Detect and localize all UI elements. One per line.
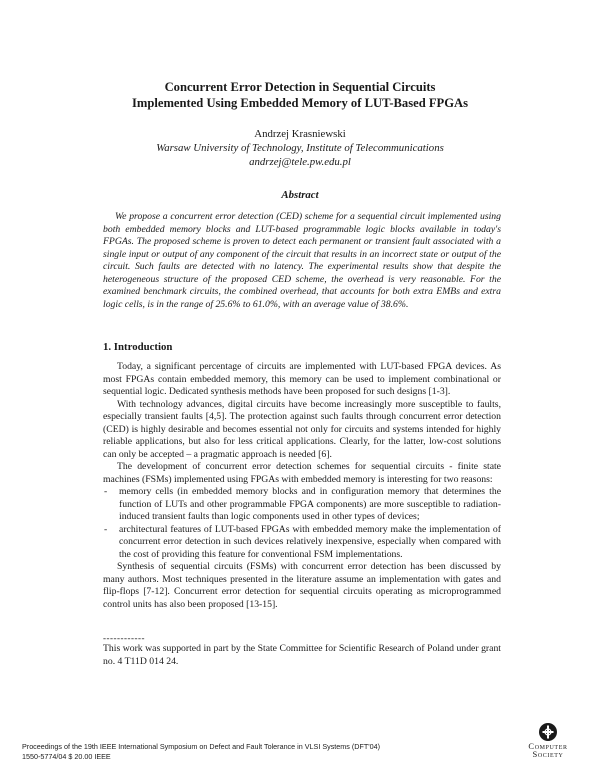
proceedings-footer (22, 742, 502, 762)
list-item-text: memory cells (in embedded memory blocks and in configuration memory that determines the function of LUTs and other programmable FPGA components) are more susceptible to radiation-induced transient faults than logic components used in other types of devices; (119, 486, 501, 522)
list-item (103, 486, 501, 524)
reasons-list (103, 486, 501, 561)
author-email: andrzej@tele.pw.edu.pl (249, 156, 351, 168)
proceedings-line-1: Proceedings of the 19th IEEE International Symposium on Defect and Fault Tolerance in VLSI Systems (DFT'04) (22, 742, 380, 751)
introduction-body (103, 361, 501, 611)
footnote-separator: ------------ (103, 633, 145, 643)
ieee-computer-society-logo-icon (538, 722, 558, 742)
bullet-dash: - (104, 486, 108, 497)
logo-text-line-2: Society (532, 749, 564, 759)
abstract-text: We propose a concurrent error detection (CED) scheme for a sequential circuit implemented using both embedded memory blocks and LUT-based programmable logic blocks available in today's FPGAs. The proposed scheme is proven to detect each permanent or transient fault associated with a single input or output of any component of the circuit that results in an incorrect state or output of the circuit. Such faults are detected with no latency. The experimental results show that despite the heterogeneous structure of the proposed CED scheme, the overhead is very reasonable. For the examined benchmark circuits, the combined overhead, that accounts for both extra EMBs and extra logic cells, is in the range of 25.6% to 61.0%, with an average value of 38.6%. (103, 211, 501, 310)
bullet-dash: - (104, 523, 108, 535)
computer-society-logo (510, 722, 586, 768)
paragraph: With technology advances, digital circuits have become increasingly more susceptible to faults, especially transient faults [4,5]. The protection against such faults through concurrent error detection (CED) is highly desirable and becomes essential not only for circuits and systems intended for highly reliable applications, but also for less critical applications. Clearly, for the latter, low-cost solutions can only be accepted – a pragmatic approach is needed [6]. (103, 398, 501, 460)
proceedings-line-2: 1550-5774/04 $ 20.00 IEEE (22, 752, 111, 761)
author-name: Andrzej Krasniewski (254, 128, 346, 140)
title-line-1: Concurrent Error Detection in Sequential Circuits (164, 80, 436, 94)
list-item (103, 524, 501, 562)
paragraph: Today, a significant percentage of circuits are implemented with LUT-based FPGA devices. As most FPGAs contain embedded memory, this memory can be used to implement combinational or sequential logic. Dedicated synthesis methods have been proposed for such designs [1-3]. (103, 361, 501, 397)
author-affiliation: Warsaw University of Technology, Institute of Telecommunications (156, 142, 444, 154)
section-heading-introduction: 1. Introduction (103, 341, 173, 353)
paper-title (0, 79, 600, 111)
abstract-heading: Abstract (281, 189, 319, 201)
list-item-text: architectural features of LUT-based FPGAs with embedded memory make the implementation of concurrent error detection in such devices relatively inexpensive, especially when compared with the cost of providing this feature for conventional FSM implementations. (119, 523, 501, 560)
title-line-2: Implemented Using Embedded Memory of LUT-Based FPGAs (131, 96, 469, 110)
paragraph: Synthesis of sequential circuits (FSMs) with concurrent error detection has been discussed by many authors. Most techniques presented in the literature assume an implementation with gates and flip-flops [7-12]. Concurrent error detection for sequential circuits operating as microprogrammed control units has also been proposed [13-15]. (103, 561, 501, 610)
paragraph: The development of concurrent error detection schemes for sequential circuits - finite state machines (FSMs) implemented using FPGAs with embedded memory is interesting for two reasons: (103, 461, 501, 485)
logo-text-line-1: Computer (528, 741, 568, 751)
footnote-text: This work was supported in part by the State Committee for Scientific Research of Poland under grant no. 4 T11D 014 24. (103, 643, 501, 667)
